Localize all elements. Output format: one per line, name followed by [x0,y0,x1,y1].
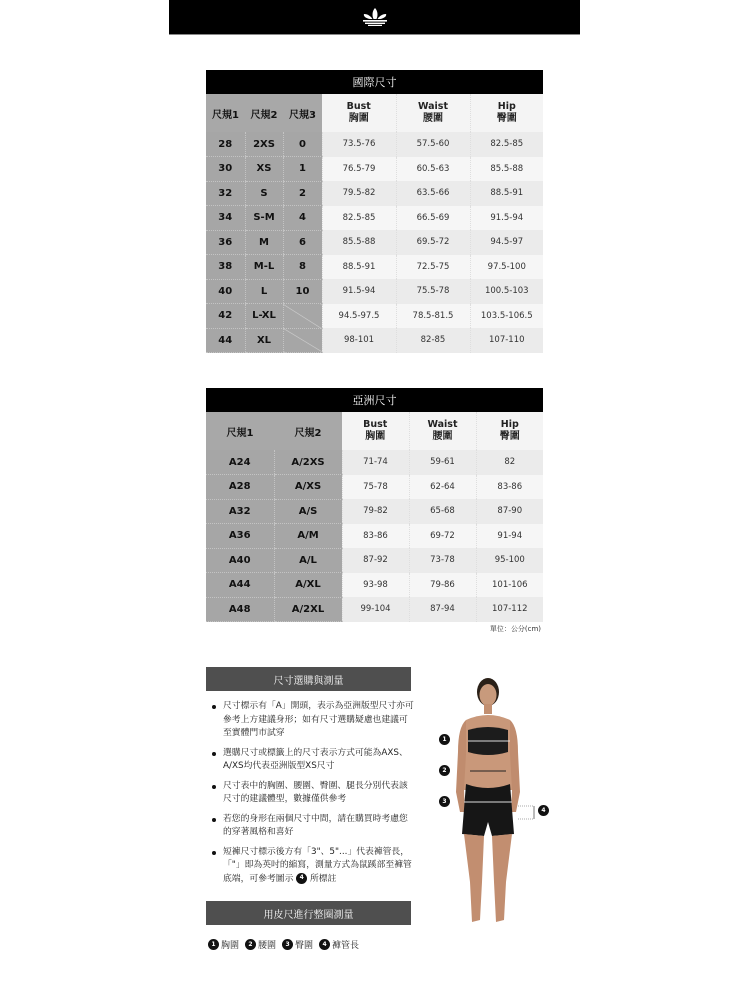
col-size3: 尺規3 [283,94,322,132]
hip-cell: 91.5-94 [470,206,543,231]
size2-cell: L-XL [245,304,283,329]
bust-cell: 83-86 [342,524,409,549]
unit-note: 單位：公分(cm) [489,625,541,633]
col-size1: 尺規1 [206,94,245,132]
table-row [206,573,543,598]
tip-item: 尺寸標示有「A」開頭，表示為亞洲版型尺寸亦可參考上方建議身形；如有尺寸選購疑慮也建議可至實體門市試穿 [209,700,414,741]
col-hip: Hip 臀圍 [476,412,543,450]
table-row [206,328,543,353]
hip-cell: 83-86 [476,475,543,500]
tip-item: 選購尺寸或標籤上的尺寸表示方式可能為AXS、A/XS均代表亞洲版型XS尺寸 [209,747,414,774]
waist-cell: 72.5-75 [396,255,470,280]
hip-cell: 107-112 [476,597,543,622]
col-bust: Bust 胸圍 [322,94,396,132]
asian-size-table [206,388,543,622]
table-row [206,206,543,231]
size3-cell: 0 [283,132,322,157]
size1-cell: 30 [206,157,245,182]
bust-cell: 82.5-85 [322,206,396,231]
waist-cell: 73-78 [409,548,476,573]
number-3-icon: 3 [282,939,293,950]
hip-cell: 101-106 [476,573,543,598]
size1-cell: 42 [206,304,245,329]
col-size2: 尺規2 [245,94,283,132]
bust-cell: 76.5-79 [322,157,396,182]
hip-cell: 88.5-91 [470,181,543,206]
tips-list [209,700,414,892]
size2-cell: S-M [245,206,283,231]
table-row [206,304,543,329]
waist-cell: 78.5-81.5 [396,304,470,329]
size2-cell: A/M [274,524,342,549]
size2-cell: XL [245,328,283,353]
size1-cell: A32 [206,499,274,524]
hip-cell: 103.5-106.5 [470,304,543,329]
waist-cell: 62-64 [409,475,476,500]
hip-cell: 91-94 [476,524,543,549]
size2-cell: A/XL [274,573,342,598]
waist-cell: 75.5-78 [396,279,470,304]
size1-cell: 38 [206,255,245,280]
size3-cell: 6 [283,230,322,255]
size2-cell: M-L [245,255,283,280]
size2-cell: A/XS [274,475,342,500]
bust-cell: 93-98 [342,573,409,598]
col-waist: Waist 腰圍 [396,94,470,132]
hip-cell: 95-100 [476,548,543,573]
bust-cell: 91.5-94 [322,279,396,304]
waist-cell: 65-68 [409,499,476,524]
col-waist: Waist 腰圍 [409,412,476,450]
table-row [206,279,543,304]
table-row [206,230,543,255]
size1-cell: A28 [206,475,274,500]
number-2-icon: 2 [245,939,256,950]
table-row [206,597,543,622]
col-size2: 尺規2 [274,412,342,450]
size1-cell: 32 [206,181,245,206]
table-row [206,475,543,500]
table-row [206,181,543,206]
bust-cell: 94.5-97.5 [322,304,396,329]
table-row [206,548,543,573]
col-hip: Hip 臀圍 [470,94,543,132]
size1-cell: 40 [206,279,245,304]
size3-cell: 1 [283,157,322,182]
table-row [206,524,543,549]
number-4-icon: 4 [296,873,307,884]
tip-item: 短褲尺寸標示後方有「3"、5"...」代表褲管長，「"」即為英吋的縮寫，測量方式為鼠蹊部至褲管底端，可參考圖示 4 所標註 [209,846,414,887]
table-title: 國際尺寸 [206,70,543,94]
model-measurement-figure [430,672,560,934]
bust-cell: 71-74 [342,450,409,475]
waist-cell: 82-85 [396,328,470,353]
marker-1-icon: 1 [439,734,450,745]
size1-cell: 44 [206,328,245,353]
table-title: 亞洲尺寸 [206,388,543,412]
waist-cell: 87-94 [409,597,476,622]
bust-cell: 85.5-88 [322,230,396,255]
table-row [206,255,543,280]
waist-cell: 79-86 [409,573,476,598]
brand-header [169,0,580,35]
marker-2-icon: 2 [439,765,450,776]
marker-4-icon: 4 [538,805,549,816]
bust-cell: 79.5-82 [322,181,396,206]
size2-cell: A/S [274,499,342,524]
size3-cell [283,328,322,353]
size3-cell: 4 [283,206,322,231]
waist-cell: 63.5-66 [396,181,470,206]
size3-cell: 10 [283,279,322,304]
size2-cell: A/L [274,548,342,573]
size2-cell: 2XS [245,132,283,157]
tip-item: 尺寸表中的胸圍、腰圍、臀圍、腿長分別代表該尺寸的建議體型，數據僅供參考 [209,780,414,807]
size1-cell: 28 [206,132,245,157]
bust-cell: 79-82 [342,499,409,524]
bust-cell: 98-101 [322,328,396,353]
waist-cell: 57.5-60 [396,132,470,157]
bust-cell: 87-92 [342,548,409,573]
size1-cell: A44 [206,573,274,598]
col-bust: Bust 胸圍 [342,412,409,450]
col-size1: 尺規1 [206,412,274,450]
table-row [206,157,543,182]
hip-cell: 94.5-97 [470,230,543,255]
adidas-trefoil-logo-icon [361,7,389,27]
size3-cell: 2 [283,181,322,206]
size1-cell: A24 [206,450,274,475]
size1-cell: 34 [206,206,245,231]
waist-cell: 69-72 [409,524,476,549]
bust-cell: 75-78 [342,475,409,500]
size1-cell: A40 [206,548,274,573]
size2-cell: M [245,230,283,255]
size2-cell: XS [245,157,283,182]
size2-cell: S [245,181,283,206]
number-4-icon: 4 [319,939,330,950]
measure-title: 用皮尺進行整圈測量 [206,901,411,925]
size3-cell: 8 [283,255,322,280]
size1-cell: A36 [206,524,274,549]
table-row [206,499,543,524]
bust-cell: 88.5-91 [322,255,396,280]
bust-cell: 73.5-76 [322,132,396,157]
measurement-legend [208,938,359,951]
legend-inseam: 4 褲管長 [319,938,359,951]
hip-cell: 85.5-88 [470,157,543,182]
table-row [206,450,543,475]
hip-cell: 87-90 [476,499,543,524]
size1-cell: A48 [206,597,274,622]
table-row [206,132,543,157]
tip-item: 若您的身形在兩個尺寸中間，請在購買時考慮您的穿著風格和喜好 [209,813,414,840]
guide-title: 尺寸選購與測量 [206,667,411,691]
waist-cell: 60.5-63 [396,157,470,182]
size3-cell [283,304,322,329]
number-1-icon: 1 [208,939,219,950]
legend-waist: 2 腰圍 [245,938,276,951]
hip-cell: 97.5-100 [470,255,543,280]
hip-cell: 100.5-103 [470,279,543,304]
waist-cell: 66.5-69 [396,206,470,231]
waist-cell: 59-61 [409,450,476,475]
size2-cell: L [245,279,283,304]
legend-chest: 1 胸圍 [208,938,239,951]
size1-cell: 36 [206,230,245,255]
size2-cell: A/2XS [274,450,342,475]
size2-cell: A/2XL [274,597,342,622]
hip-cell: 82.5-85 [470,132,543,157]
legend-hip: 3 臀圍 [282,938,313,951]
international-size-table [206,70,543,353]
hip-cell: 82 [476,450,543,475]
bust-cell: 99-104 [342,597,409,622]
marker-3-icon: 3 [439,796,450,807]
waist-cell: 69.5-72 [396,230,470,255]
hip-cell: 107-110 [470,328,543,353]
